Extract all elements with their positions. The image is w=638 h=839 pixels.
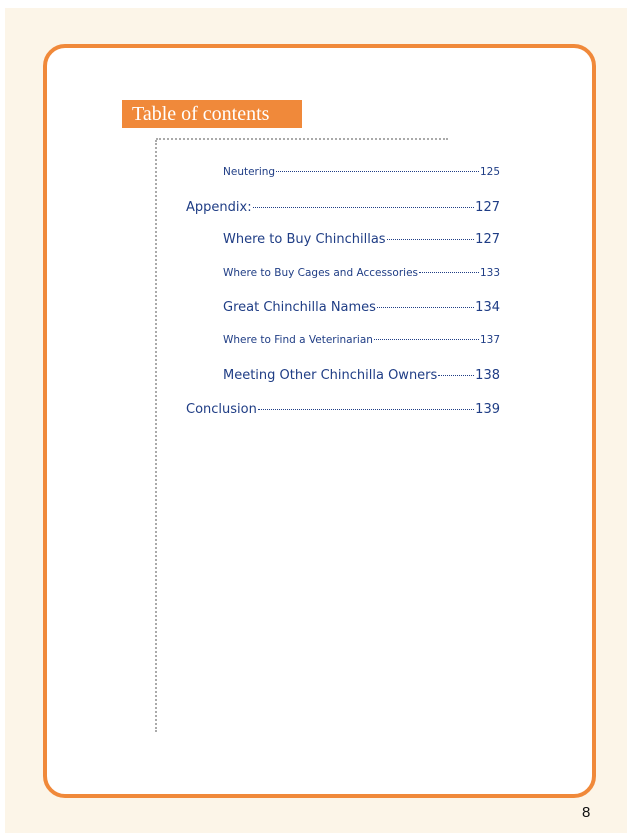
dot-leader xyxy=(377,307,474,308)
toc-entry-label: Conclusion xyxy=(186,402,257,417)
dot-leader xyxy=(258,409,474,410)
toc-entry-label: Where to Find a Veterinarian xyxy=(223,334,373,346)
toc-entry-meeting-other-owners[interactable] xyxy=(223,368,500,383)
toc-entry-label: Meeting Other Chinchilla Owners xyxy=(223,368,438,383)
toc-entry-page: 134 xyxy=(475,300,500,315)
dot-leader xyxy=(438,375,474,376)
toc-entry-where-to-find-veterinarian[interactable] xyxy=(223,334,500,346)
toc-entry-label: Great Chinchilla Names xyxy=(223,300,376,315)
toc-entry-conclusion[interactable] xyxy=(186,402,500,417)
toc-entry-page: 137 xyxy=(479,334,500,346)
dot-leader xyxy=(374,339,479,340)
dot-leader xyxy=(387,239,475,240)
toc-entry-page: 138 xyxy=(475,368,500,383)
toc-entry-appendix[interactable] xyxy=(186,200,500,215)
page-number: 8 xyxy=(582,804,591,821)
toc-entry-page: 133 xyxy=(479,267,500,279)
toc-entry-label: Where to Buy Chinchillas xyxy=(223,232,386,247)
toc-entry-neutering[interactable] xyxy=(223,166,500,178)
toc-entry-where-to-buy-chinchillas[interactable] xyxy=(223,232,500,247)
toc-entry-label: Appendix: xyxy=(186,200,252,215)
dot-leader xyxy=(419,272,479,273)
toc-entry-label: Neutering xyxy=(223,166,276,178)
dotted-divider-horizontal xyxy=(156,138,448,140)
toc-entry-page: 139 xyxy=(475,402,500,417)
dot-leader xyxy=(253,207,475,208)
toc-entry-great-chinchilla-names[interactable] xyxy=(223,300,500,315)
toc-entry-page: 125 xyxy=(479,166,500,178)
toc-entry-page: 127 xyxy=(475,200,500,215)
dotted-divider-vertical xyxy=(155,140,157,732)
content-frame xyxy=(43,44,596,798)
toc-entry-where-to-buy-cages[interactable] xyxy=(223,267,500,279)
toc-entry-page: 127 xyxy=(475,232,500,247)
toc-title: Table of contents xyxy=(122,100,302,128)
toc-entry-label: Where to Buy Cages and Accessories xyxy=(223,267,418,279)
dot-leader xyxy=(276,171,479,172)
